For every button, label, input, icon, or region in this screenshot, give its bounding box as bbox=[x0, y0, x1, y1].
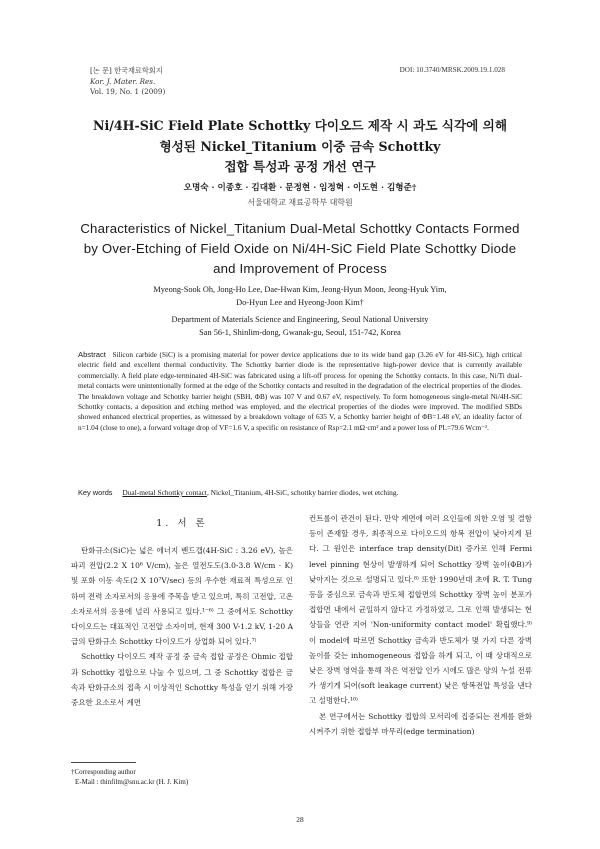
abstract bbox=[78, 350, 522, 433]
title-ko-line-3: 접합 특성과 공정 개선 연구 bbox=[224, 159, 376, 174]
page-number: 28 bbox=[296, 815, 304, 824]
affiliation-en-line-1: Department of Materials Science and Engineering, Seoul National University bbox=[171, 315, 429, 324]
body-paragraph: 컨트롤이 관건이 된다. 만약 계면에 여러 요인들에 의한 오염 및 결함 등이 존재할 경우, 최종적으로 다이오드의 항복 전압이 낮아지게 된다. 그 원인은 interface trap density(Dit) 증가로 인해 Fermi level pinning 현상이 발생하게 되어 Schottky 장벽 높이(ΦB)가 낮아지는 것으로 설명되고 있다.⁸⁾ 또한 1990년대 초에 R. T. Tung등을 중심으로 금속과 반도체 접합면의 Schottky 장벽 높이 분포가 접합면 내에서 균일하지 않다고 가정하였고, 그로 인해 발생되는 현상들을 연관 지어 'Non-uniformity contact model' 확립했다.⁹⁾ 이 model에 따르면 Schottky 금속과 반도체가 몇 가지 다른 장벽 높이를 갖는 inhomogeneous 접합을 하게 되고, 이 때 상대적으로 낮은 장벽 영역을 통해 작은 역전압 인가 시에도 많은 양의 누설 전류가 생기게 되어(soft leakage current) 낮은 항복전압 특성을 낸다고 설명한다.¹⁰⁾ bbox=[309, 514, 532, 706]
keywords-rest: , Nickel_Titanium, 4H-SiC, schottky barrier diodes, wet etching. bbox=[206, 488, 399, 497]
title-en-line-2: by Over-Etching of Field Oxide on Ni/4H-SiC Field Plate Schottky Diode bbox=[83, 241, 517, 256]
footnote-divider bbox=[71, 762, 136, 763]
body-paragraph: 탄화규소(SiC)는 넓은 에너지 밴드갭(4H-SiC : 3.26 eV), 높은 파괴 전압(2.2 X 10⁶ V/cm), 높은 열전도도(3.0-3.8 W/cm · K) 및 포화 이동 속도(2 X 10⁷V/sec) 등의 우수한 재료적 특성으로 인하여 전력 소자로서의 응용에 주목을 받고 있으며, 특히 고전압, 고온 소자로서의 응용에 널리 사용되고 있다.¹⁻⁶⁾ 그 중에서도 Schottky 다이오드는 대표적인 고전압 소자이며, 현재 300 V-1.2 kV, 1-20 A 급의 탄화규소 Schottky 다이오드가 상업화 되어 있다.⁷⁾ bbox=[71, 546, 293, 647]
keyword-underlined: Dual-metal Schottky contact bbox=[122, 488, 207, 497]
authors-english bbox=[60, 283, 540, 309]
footnote-email[interactable]: E-Mail : thinfilm@snu.ac.kr (H. J. Kim) bbox=[75, 778, 189, 787]
keywords bbox=[78, 488, 522, 497]
body-column-right bbox=[309, 511, 532, 739]
section-title-introduction: 1. 서 론 bbox=[156, 518, 208, 529]
footnote bbox=[71, 767, 188, 787]
title-en-line-3: and Improvement of Process bbox=[213, 261, 387, 276]
abstract-text: Silicon carbide (SiC) is a promising material for power device applications due to its wide band gap (3.26 eV for 4H-SiC), high critical electric field and excellent thermal conductivity. The Schottky barrier diode is the representative high-power device that is currently available commercially. A field plate edge-terminated 4H-SiC was fabricated using a lift-off process for opening the Schottky contacts. In this case, Ni/Ti dual-metal contacts were unintentionally formed at the edge of the Schottky contacts and resulted in the degradation of the electrical properties of the diodes. The breakdown voltage and Schottky barrier height (SBH, ΦB) was 107 V and 0.67 eV, respectively. To form homogeneous single-metal Ni/4H-SiC Schottky contacts, a deposition and etching method was employed, and the electrical properties of the diodes were improved. The modified SBDs showed enhanced electrical properties, as witnessed by a breakdown voltage of 635 V, a Schottky barrier height of ΦB=1.48 eV, an ideality factor of n=1.04 (close to one), a forward voltage drop of VF=1.6 V, a specific on resistance of Rsp=2.1 mΩ·cm² and a power loss of PL=79.6 Wcm⁻². bbox=[78, 351, 523, 432]
title-korean bbox=[40, 116, 560, 178]
journal-info bbox=[90, 66, 165, 98]
affiliation-en-line-2: San 56-1, Shinlim-dong, Gwanak-gu, Seoul, 151-742, Korea bbox=[199, 328, 401, 337]
title-en-line-1: Characteristics of Nickel_Titanium Dual-Metal Schottky Contacts Formed bbox=[80, 221, 520, 236]
authors-korean: 오명숙 · 이종호 · 김대환 · 문정현 · 임정혁 · 이도현 · 김형준† bbox=[183, 183, 417, 193]
title-ko-line-1: Ni/4H-SiC Field Plate Schottky 다이오드 제작 시 과도 식각에 의해 bbox=[92, 118, 508, 133]
title-ko-line-2: 형성된 Nickel_Titanium 이중 금속 Schottky bbox=[159, 138, 441, 154]
journal-name-ko: [논 문] 한국재료학회지 bbox=[90, 66, 163, 75]
journal-volume: Vol. 19, No. 1 (2009) bbox=[90, 87, 166, 96]
affiliation-english bbox=[60, 313, 540, 339]
authors-en-line-2: Do-Hyun Lee and Hyeong-Joon Kim† bbox=[236, 298, 364, 307]
body-paragraph: 본 연구에서는 Schottky 접합의 모서리에 집중되는 전계를 완화시켜주기 위한 접합부 마무리(edge termination) bbox=[309, 711, 532, 736]
doi[interactable]: DOI: 10.3740/MRSK.2009.19.1.028 bbox=[399, 66, 505, 74]
authors-en-line-1: Myeong-Sook Oh, Jong-Ho Lee, Dae-Hwan Kim, Jeong-Hyun Moon, Jeong-Hyuk Yim, bbox=[153, 285, 447, 294]
footnote-corresponding: †Corresponding author bbox=[71, 768, 136, 776]
keywords-label: Key words bbox=[78, 488, 113, 497]
title-english bbox=[40, 219, 560, 279]
body-column-left bbox=[71, 543, 293, 710]
journal-name-en: Kor. J. Mater. Res. bbox=[90, 76, 156, 86]
abstract-label: Abstract bbox=[78, 350, 106, 359]
affiliation-korean: 서울대학교 재료공학부 대학원 bbox=[247, 198, 353, 207]
body-paragraph: Schottky 다이오드 제작 공정 중 금속 접합 공정은 Ohmic 접합과 Schottky 접합으로 나눌 수 있으며, 그 중 Schottky 접합은 금속과 탄화규소의 접촉 시 이상적인 Schottky 특성을 얻기 위해 가장 중요한 요소로서 계면 bbox=[71, 652, 293, 708]
